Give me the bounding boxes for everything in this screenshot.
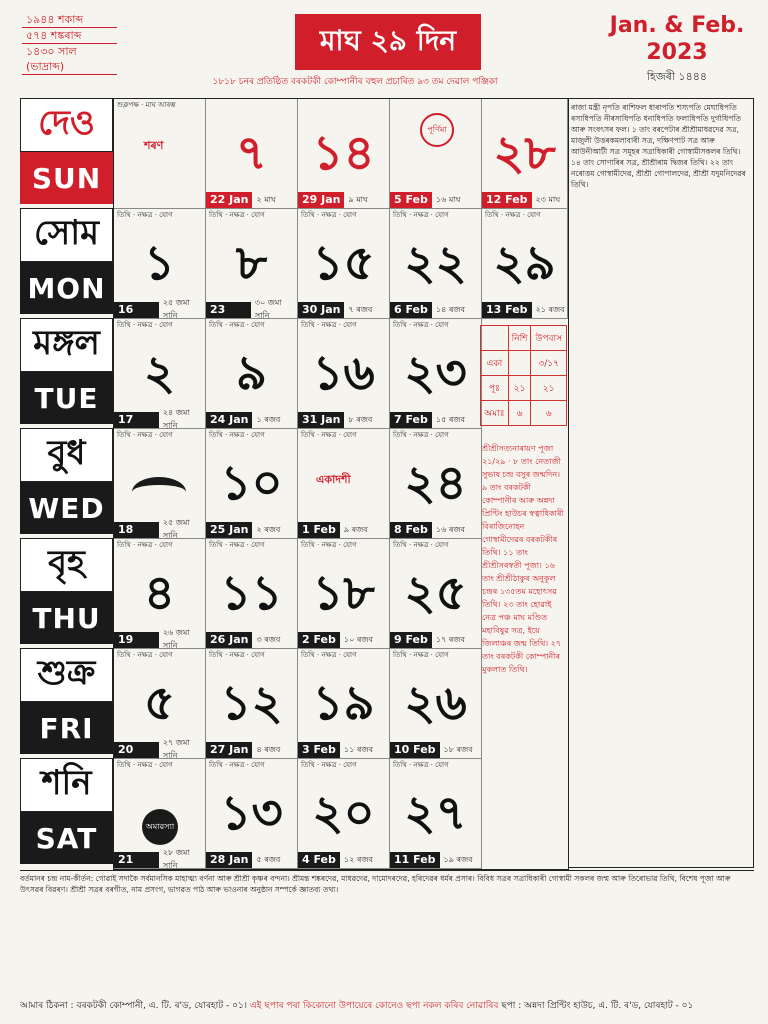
day-en: WED — [20, 482, 113, 534]
cell-info: তিথি · নক্ষত্ৰ · যোগ — [117, 541, 173, 549]
cell-foot — [114, 408, 205, 429]
bengali-date: ২৮ — [493, 125, 556, 181]
calendar-cell[interactable] — [390, 759, 482, 869]
english-date: 8 Feb — [390, 522, 432, 538]
english-date: 26 Jan — [206, 632, 252, 648]
cell-foot — [298, 192, 389, 208]
publisher-subtitle: ১৮১৮ চনৰ প্ৰতিষ্ঠিত বৰকটকী কোম্পানীৰ বহুল প্ৰচাৰিত ৯৩ তম দেৱাল পঞ্জিকা — [212, 77, 498, 87]
english-date: 13 Feb — [482, 302, 532, 318]
english-date: 5 Feb — [390, 192, 432, 208]
hijri-date: ৫ ৰজব — [256, 854, 281, 864]
cell-foot — [206, 412, 297, 428]
english-date: 30 Jan — [298, 302, 344, 318]
hijri-date: ২৬ জমা সানি — [162, 628, 190, 649]
hijri-date: ৮ ৰজব — [348, 414, 373, 424]
hijri-date: ১২ ৰজব — [343, 854, 373, 864]
day-bn: শনি — [20, 758, 113, 812]
table-cell: ২১ — [508, 376, 531, 401]
calendar-cell[interactable] — [206, 99, 298, 209]
english-date: 20 — [114, 742, 159, 758]
footer-copyright: এই ছপাৰ পৰা কিকোনো উপায়েৰে কোনেও ছপা নকল কৰিব নোৱাৰিব — [249, 1001, 499, 1011]
english-date: 9 Feb — [390, 632, 432, 648]
shankara-year: ৫৭৪ শঙ্কৰাব্দ — [22, 28, 117, 44]
calendar-cell[interactable] — [298, 429, 390, 539]
era-info — [22, 12, 117, 75]
day-label-mon — [20, 208, 113, 314]
english-date: 16 — [114, 302, 159, 318]
cell-foot — [206, 192, 297, 208]
bengali-date: ১৩ — [220, 785, 283, 841]
day-en: MON — [20, 262, 113, 314]
cell-info: তিথি · নক্ষত্ৰ · যোগ — [117, 651, 173, 659]
day-en: TUE — [20, 372, 113, 424]
english-date: 27 Jan — [206, 742, 252, 758]
cell-info: তিথি · নক্ষত্ৰ · যোগ — [301, 761, 357, 769]
bengali-date: ১ — [143, 235, 176, 291]
saka-year: ১৯৪৪ শকাব্দ — [22, 12, 117, 28]
table-cell: পূঃ — [481, 376, 509, 401]
cell-info: তিথি · নক্ষত্ৰ · যোগ — [209, 211, 265, 219]
cell-info: তিথি · নক্ষত্ৰ · যোগ — [209, 761, 265, 769]
full-moon-icon: পূর্ণিমা — [420, 113, 454, 147]
cell-info: তিথি · নক্ষত্ৰ · যোগ — [117, 431, 173, 439]
calendar-cell[interactable] — [206, 209, 298, 319]
cell-info: তিথি · নক্ষত্ৰ · যোগ — [301, 651, 357, 659]
day-label-tue — [20, 318, 113, 424]
calendar-cell[interactable] — [114, 429, 206, 539]
bengali-date: ২ — [143, 345, 176, 401]
bengali-date: ১৮ — [312, 565, 375, 621]
month-title: মাঘ ২৯ দিন — [295, 14, 481, 70]
hijri-date: ৭ ৰজব — [348, 304, 373, 314]
hijri-date: ২১ ৰজব — [535, 304, 565, 314]
footer-address: আমাৰ ঠিকনা : বৰকটকী কোম্পানী, এ. টি. ৰ'ড, যোৰহাট - ০১। — [20, 1001, 248, 1011]
english-date: 12 Feb — [482, 192, 532, 208]
hijri-date: ১০ ৰজব — [343, 634, 373, 644]
calendar-cell[interactable] — [298, 759, 390, 869]
hijri-date: ২৭ জমা সানি — [162, 738, 190, 759]
cell-foot — [390, 632, 481, 648]
bengali-date: ১২ — [220, 675, 283, 731]
bottom-notes: বৰ্তমানৰ চন্দ্ৰ নাম-কীৰ্তন: গোৱাই সদাকৈ সৰ্বমানসিক মাহাত্ম্য বৰ্ণনা আৰু শ্ৰীশ্ৰী কৃষ্ণৰ বন্দনা। শ্ৰীমন্ত শঙ্কৰদেৱ, মাধৱদেৱ, দামোদৰদেৱ, হৰিদেৱৰ ধৰ্মৰ প্ৰসাৰ। বিবিধ সত্ৰৰ সত্ৰাধিকাৰী গোস্বামী সকলৰ জন্ম আৰু তিৰোভাৱ তিথি, বিশেষ পূজা আৰু উৎসৱৰ বিৱৰণ। শ্ৰীশ্ৰী সত্ৰৰ বৰগীত, নাম প্ৰসংগ, ভাগৱত পাঠ আৰু ভাওনাৰ অনুষ্ঠান সম্পৰ্কে জ্ঞাতব্য তথ্য। — [20, 870, 754, 993]
day-label-sun — [20, 98, 113, 204]
gregorian-header — [592, 12, 762, 87]
cell-info: শুক্লপক্ষ · মাঘ আৰম্ভ — [117, 101, 176, 109]
table-cell: নিশি — [508, 326, 531, 351]
calendar-cell[interactable] — [114, 319, 206, 429]
cell-foot — [206, 852, 297, 868]
table-row — [481, 376, 567, 401]
cell-foot — [298, 632, 389, 648]
cell-foot — [298, 742, 389, 758]
table-row — [481, 401, 567, 426]
footer-printer: ছপা : অন্নদা প্ৰিণ্টিং হাউচ, এ. টি. ৰ'ড, যোৰহাট - ০১ — [501, 1001, 694, 1011]
bengali-date: ১৬ — [312, 345, 375, 401]
hijri-date: ১১ ৰজব — [343, 744, 373, 754]
cell-info: তিথি · নক্ষত্ৰ · যোগ — [301, 431, 357, 439]
gregorian-months: Jan. & Feb. — [609, 13, 745, 38]
cell-info: তিথি · নক্ষত্ৰ · যোগ — [393, 321, 449, 329]
calendar-cell[interactable] — [482, 209, 568, 319]
day-label-wed — [20, 428, 113, 534]
cell-foot — [482, 192, 567, 208]
cell-foot — [114, 738, 205, 759]
hijri-date: ১৯ ৰজব — [443, 854, 473, 864]
cell-info: তিথি · নক্ষত্ৰ · যোগ — [209, 541, 265, 549]
english-date: 7 Feb — [390, 412, 432, 428]
english-date: 24 Jan — [206, 412, 252, 428]
cell-foot — [298, 412, 389, 428]
cell-info: তিথি · নক্ষত্ৰ · যোগ — [301, 541, 357, 549]
cell-info: তিথি · নক্ষত্ৰ · যোগ — [393, 211, 449, 219]
calendar-cell[interactable] — [206, 429, 298, 539]
crescent-moon-icon — [132, 477, 186, 507]
calendar-cell[interactable] — [114, 649, 206, 759]
calendar-cell[interactable] — [206, 649, 298, 759]
calendar-cell[interactable] — [114, 99, 206, 209]
bengali-date: ৪ — [143, 565, 176, 621]
cell-foot — [298, 522, 389, 538]
gregorian-year: 2023 — [646, 40, 708, 65]
cell-foot — [298, 302, 389, 318]
table-cell: উপবাস — [531, 326, 567, 351]
day-bn: দেও — [20, 98, 113, 152]
calendar-cell[interactable] — [298, 539, 390, 649]
hijri-date: ১৫ ৰজব — [435, 414, 465, 424]
calendar-cell[interactable] — [114, 759, 206, 869]
day-bn: বুধ — [20, 428, 113, 482]
english-date: 2 Feb — [298, 632, 340, 648]
bengali-date: ৮ — [235, 235, 268, 291]
hijri-date: ১৪ ৰজব — [435, 304, 465, 314]
bengali-date: ২০ — [312, 785, 375, 841]
english-date: 10 Feb — [390, 742, 440, 758]
english-date: 25 Jan — [206, 522, 252, 538]
hijri-date: ৩০ জমা সানি — [254, 298, 282, 319]
day-en: SUN — [20, 152, 113, 204]
english-date: 3 Feb — [298, 742, 340, 758]
bengali-date: ১৫ — [312, 235, 375, 291]
english-date: 31 Jan — [298, 412, 344, 428]
cell-info: তিথি · নক্ষত্ৰ · যোগ — [485, 211, 541, 219]
bengali-date: ২২ — [404, 235, 467, 291]
hijri-date: ১ ৰজব — [256, 414, 281, 424]
calendar-cell[interactable] — [390, 319, 482, 429]
day-en: FRI — [20, 702, 113, 754]
calendar-cell[interactable] — [298, 99, 390, 209]
cell-special: একাদশী — [316, 473, 351, 486]
cell-foot — [390, 302, 481, 318]
hijri-date: ২৫ জমা সানি — [162, 298, 190, 319]
day-label-thu — [20, 538, 113, 644]
bengali-date: ১৯ — [312, 675, 375, 731]
english-date: 28 Jan — [206, 852, 252, 868]
day-bn: বৃহ — [20, 538, 113, 592]
hijri-date: ৯ মাঘ — [348, 194, 368, 204]
new-moon-icon: অমাৱস্যা — [142, 809, 178, 845]
cell-foot — [114, 628, 205, 649]
english-date: 19 — [114, 632, 159, 648]
cell-foot — [206, 522, 297, 538]
bengali-date: ২৪ — [404, 455, 467, 511]
calendar-cell[interactable] — [298, 319, 390, 429]
calendar-cell[interactable] — [390, 539, 482, 649]
table-cell: একা — [481, 351, 509, 376]
hijri-date: ২ মাঘ — [256, 194, 276, 204]
hijri-date: ৪ ৰজব — [256, 744, 281, 754]
day-bn: সোম — [20, 208, 113, 262]
tithi-table — [480, 325, 567, 426]
bengali-date: ২৫ — [404, 565, 467, 621]
cell-info: তিথি · নক্ষত্ৰ · যোগ — [393, 651, 449, 659]
bengali-date: ১০ — [220, 455, 283, 511]
bhaskar-year: ১৪৩০ সাল (ভাদ্ৰাব্দ) — [22, 44, 117, 75]
english-date: 23 — [206, 302, 251, 318]
calendar-cell[interactable] — [482, 99, 568, 209]
cell-foot — [390, 192, 481, 208]
cell-foot — [482, 302, 567, 318]
cell-info: তিথি · নক্ষত্ৰ · যোগ — [209, 321, 265, 329]
hijri-date: ২ ৰজব — [256, 524, 281, 534]
hijri-date: ১৭ ৰজব — [435, 634, 465, 644]
table-cell: অমাঃ — [481, 401, 509, 426]
english-date: 18 — [114, 522, 159, 538]
cell-info: তিথি · নক্ষত্ৰ · যোগ — [393, 761, 449, 769]
bengali-date: ৯ — [235, 345, 268, 401]
cell-info: তিথি · নক্ষত্ৰ · যোগ — [393, 431, 449, 439]
calendar-cell[interactable] — [206, 539, 298, 649]
table-cell: ২১ — [531, 376, 567, 401]
bengali-date: ২৩ — [404, 345, 467, 401]
hijri-date: ২৫ জমা সানি — [162, 518, 190, 539]
bengali-date: ২৭ — [404, 785, 467, 841]
hijri-date: ২৩ মাঘ — [535, 194, 561, 204]
calendar-cell[interactable] — [390, 429, 482, 539]
calendar-cell[interactable] — [206, 319, 298, 429]
cell-foot — [390, 742, 481, 758]
calendar-cell[interactable] — [390, 209, 482, 319]
cell-foot — [206, 742, 297, 758]
table-cell: ৩/১৭ — [531, 351, 567, 376]
cell-foot — [114, 518, 205, 539]
cell-foot — [114, 848, 205, 869]
cell-foot — [390, 522, 481, 538]
day-label-sat — [20, 758, 113, 864]
english-date: 4 Feb — [298, 852, 340, 868]
cell-foot — [114, 298, 205, 319]
almanac-column: ৰাজা মন্ত্ৰী নৃপতি ৰাশিফল ধাৰাপতি শস্যপতি মেঘাধিপতি ৰসাধিপতি নীৰসাধিপতি ধনাধিপতি ফলাধিপতি দুৰ্গাধিপতি আৰু সংবৎসৰ ফল। ১ তাং বৰপেটাৰ শ্ৰীশ্ৰীমাধৱদেৱ সত্ৰ, মাজুলী উত্তৰকমলাবাৰী সত্ৰ, দক্ষিণপাট সত্ৰ আৰু আউনীআটী সত্ৰ সমূহৰ সত্ৰাধিকাৰী গোস্বামীসকলৰ তিথি। ১৪ তাং সোণাৰিৰ সত্ৰ, শ্ৰীশ্ৰীৰাম দ্বিজৰ তিথি। ২২ তাং নৰোত্তম গোস্বামীদেৱ, শ্ৰীশ্ৰী গোপালদেৱ, শ্ৰীশ্ৰী যদুমনিদেৱৰ তিথি। — [568, 98, 754, 868]
hijri-date: ১৬ মাঘ — [435, 194, 461, 204]
english-date: 1 Feb — [298, 522, 340, 538]
cell-info: তিথি · নক্ষত্ৰ · যোগ — [117, 211, 173, 219]
calendar-cell[interactable] — [114, 539, 206, 649]
footer — [20, 998, 754, 1013]
calendar-cell[interactable] — [114, 209, 206, 319]
bengali-date: ২৯ — [493, 235, 556, 291]
calendar-cell[interactable] — [206, 759, 298, 869]
table-row — [481, 351, 567, 376]
hijri-date: ১৬ ৰজব — [435, 524, 465, 534]
english-date: 17 — [114, 412, 159, 428]
bengali-date: ১৪ — [312, 125, 375, 181]
cell-info: তিথি · নক্ষত্ৰ · যোগ — [209, 651, 265, 659]
english-date: 11 Feb — [390, 852, 440, 868]
hijri-date: ২৮ জমা সানি — [162, 848, 190, 869]
hijri-year: হিজৰী ১৪৪৪ — [646, 70, 708, 83]
hijri-date: ৯ ৰজব — [343, 524, 368, 534]
day-en: THU — [20, 592, 113, 644]
day-en: SAT — [20, 812, 113, 864]
cell-info: তিথি · নক্ষত্ৰ · যোগ — [117, 761, 173, 769]
festival-notes: শ্ৰীশ্ৰীসত্যনাৰায়ণ পূজা ২১/২৯ · ৮ তাং নেতাজী সুভাষ চন্দ্ৰ বসুৰ জন্মদিন। ৯ তাং বৰকটকী কোম্পানীৰ আৰু অন্নদা প্ৰিণ্টিং হাউচৰ স্বত্বাধিকাৰী বিৰাজিনোহন গোস্বামীদেৱৰ বৰকটকীৰ তিথি। ১১ তাং শ্ৰীশ্ৰীসৰস্বতী পূজা। ১৬ তাং শ্ৰীশ্ৰীঠাকুৰ অনুকূল চন্দ্ৰৰ ১৩৫তম মহোৎসৱ তিথি। ২৩ তাং হোৱাই নেত্ৰ পঞ্চ মাঘ মণ্ডিত মহাবিষুৱ সত্ৰ, ইয়ে জিলাঞ্চৰ জন্ম তিথি। ২৭ তাং বৰকটকী কোম্পানীৰ মুকলাত তিথি। — [482, 444, 564, 674]
cell-foot — [298, 852, 389, 868]
cell-info: তিথি · নক্ষত্ৰ · যোগ — [301, 211, 357, 219]
cell-info: তিথি · নক্ষত্ৰ · যোগ — [209, 431, 265, 439]
calendar-cell[interactable] — [390, 649, 482, 759]
table-cell: ৬ — [508, 401, 531, 426]
english-date: 22 Jan — [206, 192, 252, 208]
calendar-cell[interactable] — [298, 649, 390, 759]
cell-info: তিথি · নক্ষত্ৰ · যোগ — [301, 321, 357, 329]
calendar-cell[interactable] — [298, 209, 390, 319]
cell-info: তিথি · নক্ষত্ৰ · যোগ — [117, 321, 173, 329]
english-date: 6 Feb — [390, 302, 432, 318]
hijri-date: ২৪ জমা সানি — [162, 408, 190, 429]
cell-foot — [206, 298, 297, 319]
cell-info: তিথি · নক্ষত্ৰ · যোগ — [393, 541, 449, 549]
cell-special: শৰণ — [144, 139, 164, 152]
table-cell — [481, 326, 509, 351]
english-date: 21 — [114, 852, 159, 868]
table-cell: ৬ — [531, 401, 567, 426]
table-row — [481, 326, 567, 351]
bengali-date: ১১ — [220, 565, 283, 621]
day-bn: মঙ্গল — [20, 318, 113, 372]
english-date: 29 Jan — [298, 192, 344, 208]
day-label-fri — [20, 648, 113, 754]
cell-foot — [390, 852, 481, 868]
hijri-date: ১৮ ৰজব — [443, 744, 473, 754]
cell-foot — [390, 412, 481, 428]
calendar-cell[interactable] — [390, 99, 482, 209]
cell-foot — [206, 632, 297, 648]
bengali-date: ২৬ — [404, 675, 467, 731]
hijri-date: ৩ ৰজব — [256, 634, 281, 644]
bengali-date: ৫ — [143, 675, 176, 731]
day-bn: শুক্র — [20, 648, 113, 702]
table-cell — [508, 351, 531, 376]
bengali-date: ৭ — [235, 125, 268, 181]
